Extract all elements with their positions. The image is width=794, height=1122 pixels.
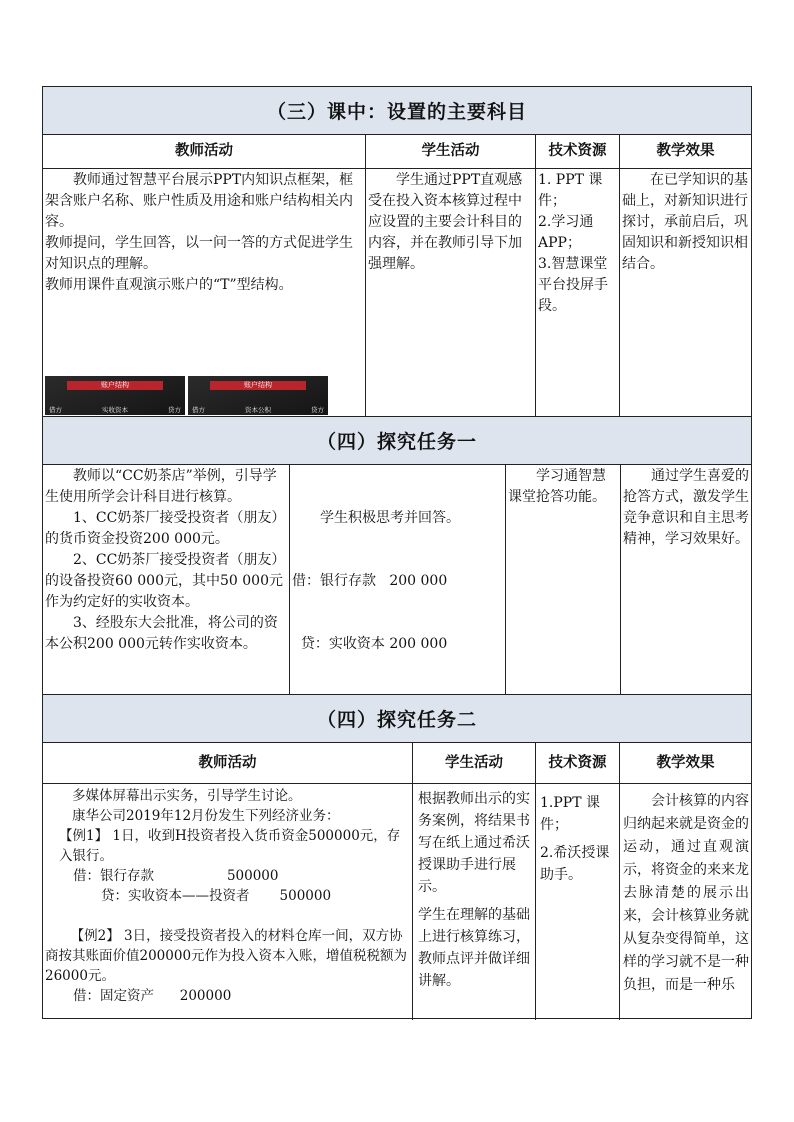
section4b-teacher-p3: 【例1】 1日，收到H投资者投入货币资金500000元，存入银行。 (59, 828, 401, 864)
section4b-title (43, 695, 751, 743)
slide2-title: 账户结构 (210, 381, 306, 390)
header2-student: 学生活动 (445, 755, 503, 771)
header-teacher: 教师活动 (175, 143, 233, 159)
section4a-title (43, 417, 751, 465)
section4b-teacher-p7: 借：固定资产 200000 (73, 988, 232, 1004)
header-tech: 技术资源 (548, 143, 607, 159)
section4a-title-text: （四）探究任务一 (316, 431, 477, 453)
section4a-student-p1: 借：银行存款 200 000 (292, 573, 448, 589)
section4b-title-text: （四）探究任务二 (316, 709, 477, 731)
section3-teacher-p2: 教师提问，学生回答，以一问一答的方式促进学生对知识点的理解。 (45, 235, 353, 272)
section3-teacher-cell (43, 170, 365, 415)
slide1-debit: 借方 (49, 406, 62, 414)
slide1-title: 账户结构 (67, 381, 163, 390)
slide-paid-in-capital (45, 376, 185, 415)
header2-tech: 技术资源 (548, 755, 607, 771)
section4b-teacher-p6: 【例2】 3日，接受投资者投入的材料仓库一间，双方协商按其账面价值200000元作为投入资本入账，增值税税额为26000元。 (45, 928, 408, 984)
section4a-teacher-p3: 2、CC奶茶厂接受投资者（朋友）的设备投资60 000元，其中50 000元作为约定好的实收资本。 (45, 552, 286, 610)
section4a-teacher-cell (43, 466, 289, 694)
slide2-account: 资本公积 (245, 406, 271, 414)
slide1-account: 实收资本 (102, 406, 128, 414)
section3-student-cell (366, 170, 535, 415)
section3-tech-1: 1. PPT 课件； (538, 172, 603, 209)
section3-student-text: 学生通过PPT直观感受在投入资本核算过程中应设置的主要会计科目的内容，并在教师引导下加强理解。 (368, 172, 523, 272)
section4a-effect-text: 通过学生喜爱的抢答方式，激发学生竞争意识和自主思考精神，学习效果好。 (623, 468, 749, 547)
section4b-teacher-p4: 借：银行存款 500000 (73, 868, 279, 884)
section4b-teacher-p2: 康华公司2019年12月份发生下列经济业务： (72, 808, 340, 824)
section3-tech-3: 3.智慧课堂平台投屏手段。 (538, 256, 608, 314)
section4b-student-p1: 根据教师出示的实务案例，将结果书写在纸上通过希沃授课助手进行展示。 (418, 791, 530, 895)
section4b-effect-cell (621, 790, 751, 1018)
section4a-student-p0: 学生积极思考并回答。 (320, 510, 460, 526)
section4b-teacher-cell (43, 786, 412, 1018)
section3-teacher-p3: 教师用课件直观演示账户的“T”型结构。 (45, 277, 293, 293)
section4a-tech-text: 学习通智慧课堂抢答功能。 (508, 468, 606, 505)
section4b-tech-1: 1.PPT 课件； (540, 795, 600, 833)
section3-effect-text: 在已学知识的基础上，对新知识进行探讨，承前启后，巩固知识和新授知识相结合。 (622, 172, 748, 272)
section3-tech-cell (536, 170, 619, 415)
section4b-student-cell (416, 788, 535, 1018)
section3-tech-2: 2.学习通APP； (538, 214, 594, 251)
slide2-credit: 贷方 (311, 406, 324, 414)
section4a-student-p2: 贷：实收资本 200 000 (292, 636, 448, 652)
header2-teacher: 教师活动 (198, 755, 257, 771)
lesson-table (42, 86, 752, 1019)
slide2-debit: 借方 (192, 406, 205, 414)
section4b-tech-2: 2.希沃授课助手。 (540, 845, 610, 883)
header-effect: 教学效果 (656, 143, 715, 159)
t-account-slides (45, 376, 328, 415)
section4b-teacher-p5: 贷：实收资本——投资者 500000 (101, 888, 332, 904)
section4a-tech-cell (506, 466, 620, 694)
slide1-credit: 贷方 (168, 406, 181, 414)
section4a-effect-cell (621, 466, 751, 694)
section4a-student-cell (290, 466, 505, 694)
header-student: 学生活动 (421, 143, 480, 159)
header2-effect: 教学效果 (656, 755, 715, 771)
slide-capital-reserve (188, 376, 328, 415)
section4b-effect-text: 会计核算的内容归纳起来就是资金的运动，通过直观演示，将资金的来来龙去脉清楚的展示出来，会计核算业务就从复杂变得简单，这样的学习就不是一种负担，而是一种乐 (623, 793, 749, 993)
section3-teacher-p1: 教师通过智慧平台展示PPT内知识点框架，框架含账户名称、账户性质及用途和账户结构相关内容。 (45, 172, 354, 230)
section4a-teacher-p2: 1、CC奶茶厂接受投资者（朋友）的货币资金投资200 000元。 (45, 510, 286, 547)
section4b-tech-cell (538, 792, 619, 1018)
section3-effect-cell (620, 170, 751, 415)
section4b-student-p2: 学生在理解的基础上进行核算练习，教师点评并做详细讲解。 (418, 907, 530, 989)
section4a-teacher-p4: 3、经股东大会批准，将公司的资本公积200 000元转作实收资本。 (45, 615, 278, 652)
section4b-teacher-p1: 多媒体屏幕出示实务，引导学生讨论。 (72, 788, 302, 804)
section3-title-text: （三）课中：设置的主要科目 (266, 101, 527, 123)
section3-title (43, 87, 751, 135)
section4a-teacher-p1: 教师以“CC奶茶店”举例，引导学生使用所学会计科目进行核算。 (45, 468, 277, 505)
